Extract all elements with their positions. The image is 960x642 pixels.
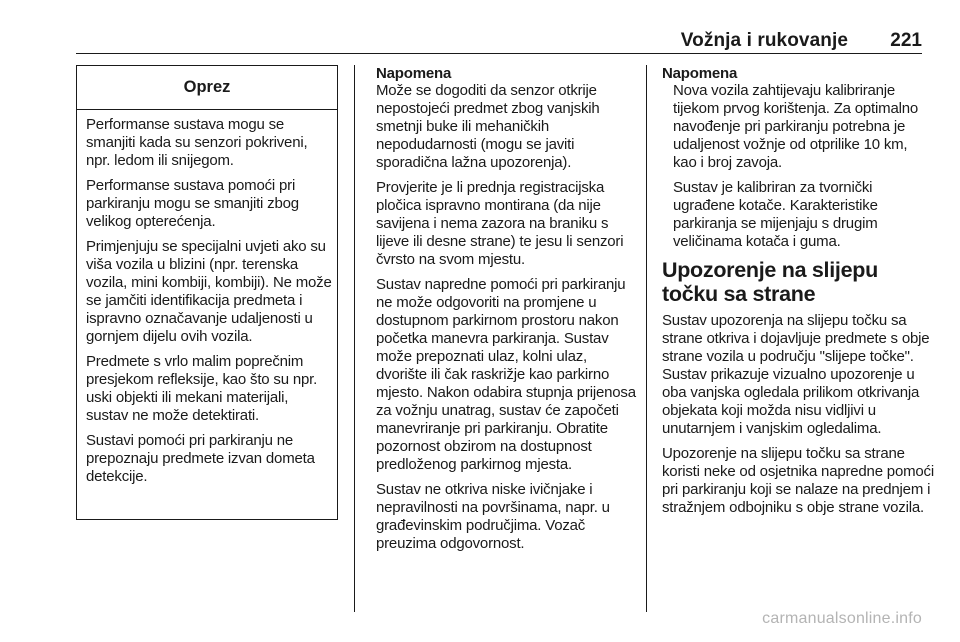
note-title: Napomena (662, 65, 738, 82)
header-rule (76, 53, 922, 54)
body-paragraph: Sustav ne otkriva niske ivičnjake i nepravilnosti na površinama, napr. u građevinskim područjima. Vozač preuzima odgovornost. (376, 481, 610, 552)
body-paragraph: Sustav upozorenja na slijepu točku sa strane otkriva i dojavljuje predmete s obje strane vozila u području "slijepe točke". Sustav prikazuje vizualno upozorenje u oba vanjska ogledala prilikom otkrivanja objekata koji možda nisu vidljivi u unutarnjem i vanjskim ogledalima. (662, 312, 930, 437)
text-column-2 (376, 66, 636, 560)
caution-paragraph: Sustavi pomoći pri parkiranju ne prepoznaju predmete izvan dometa detekcije. (86, 432, 315, 485)
body-paragraph: Upozorenje na slijepu točku sa strane koristi neke od osjetnika napredne pomoći pri parkiranju koji se nalaze na prednjem i stražnjem odbojniku s obje strane vozila. (662, 445, 934, 516)
note-text: Sustav je kalibriran za tvornički ugrađene kotače. Karakteristike parkiranja se mijenjaju s drugim veličinama kotača i guma. (673, 179, 878, 250)
page-number: 221 (890, 30, 922, 51)
note-title: Napomena (376, 65, 452, 82)
body-paragraph: Provjerite je li prednja registracijska pločica ispravno montirana (da nije savijena i nema zazora na braniku s lijeve ili desne strane) te jesu li senzori čvrsto na svom mjestu. (376, 179, 624, 268)
caution-paragraph: Performanse sustava mogu se smanjiti kada su senzori pokriveni, npr. ledom ili snijegom. (86, 116, 308, 169)
caution-body (77, 110, 337, 486)
note-text: Može se dogoditi da senzor otkrije nepostojeći predmet zbog vanjskih smetnji buke ili mehaničkih nepodudarnosti (mogu se javiti sporadična lažna upozorenja). (376, 82, 600, 171)
note-body (662, 82, 934, 251)
watermark: carmanualsonline.info (762, 610, 922, 627)
caution-box (76, 65, 338, 520)
section-heading: Upozorenje na slijepu točku sa strane (662, 258, 878, 306)
caution-heading: Oprez (77, 66, 337, 110)
column-divider-1 (354, 65, 355, 612)
chapter-title: Vožnja i rukovanje (680, 30, 848, 51)
text-column-3 (662, 66, 934, 524)
caution-paragraph: Primjenjuju se specijalni uvjeti ako su viša vozila u blizini (npr. terenska vozila, mini kombiji, kombiji). Ne može se jamčiti identifikacija predmeta i ispravno označavanje udaljenosti u gornjem dijelu ovih vozila. (86, 238, 332, 345)
body-paragraph: Sustav napredne pomoći pri parkiranju ne može odgovoriti na promjene u dostupnom parkirnom prostoru nakon početka manevra parkiranja. Sustav može prepoznati ulaz, kolni ulaz, dvorište ili čak raskrižje kao parkirno mjesto. Nakon odabira stupnja prijenosa za vožnju unatrag, sustav će započeti manevriranje pri parkiranju. Obratite pozornost obzirom na dostupnost predloženog parkirnog mjesta. (376, 276, 636, 473)
caution-paragraph: Performanse sustava pomoći pri parkiranju mogu se smanjiti zbog velikog opterećenja. (86, 177, 299, 230)
page-header (0, 30, 960, 52)
note-text: Nova vozila zahtijevaju kalibriranje tijekom prvog korištenja. Za optimalno navođenje pri parkiranju potrebna je udaljenost vožnje od otprilike 10 km, kao i broj zavoja. (673, 82, 919, 171)
column-divider-2 (646, 65, 647, 612)
caution-paragraph: Predmete s vrlo malim poprečnim presjekom refleksije, kao što su npr. uski objekti ili mekani materijali, sustav ne može detektirati. (86, 353, 318, 424)
